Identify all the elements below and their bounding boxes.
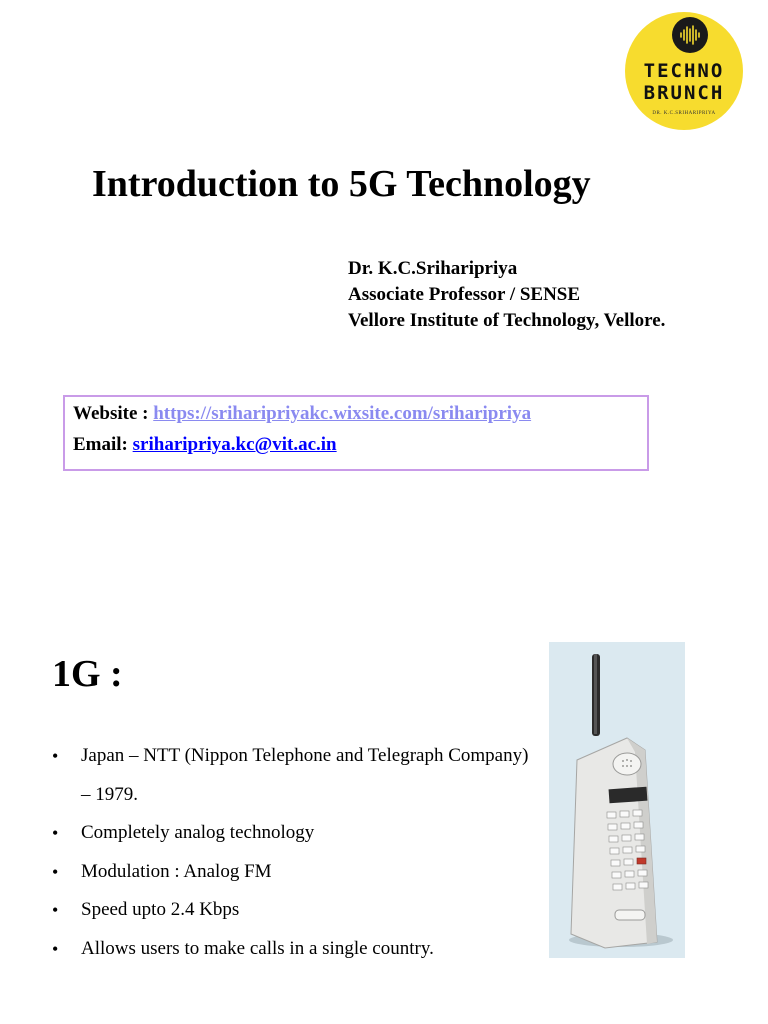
bullet-text: Japan – NTT (Nippon Telephone and Telegraph Company) – 1979. xyxy=(81,745,529,805)
slide-heading: 1G : xyxy=(52,653,123,695)
bullet-text: Speed upto 2.4 Kbps xyxy=(81,899,240,920)
bullet-text: Completely analog technology xyxy=(81,822,315,843)
bullet-dot: • xyxy=(52,861,59,882)
logo-word-brunch: BRUNCH xyxy=(643,82,725,104)
website-label: Website : xyxy=(73,403,154,424)
bullet-item xyxy=(52,853,532,892)
email-label: Email: xyxy=(73,434,133,455)
bullet-dot: • xyxy=(52,746,59,766)
contact-box xyxy=(63,395,649,471)
slide-title: Introduction to 5G Technology xyxy=(92,163,591,205)
mobile-phone-image xyxy=(549,642,685,958)
bullet-item xyxy=(52,814,532,853)
bullet-item xyxy=(52,737,532,814)
bullet-dot: • xyxy=(52,938,59,959)
bullet-item xyxy=(52,930,532,969)
1g-slide xyxy=(0,600,768,1024)
bullet-dot: • xyxy=(52,823,59,843)
author-institution: Vellore Institute of Technology, Vellore. xyxy=(348,310,666,331)
bullet-dot: • xyxy=(52,900,59,920)
author-position: Associate Professor / SENSE xyxy=(348,284,581,305)
logo-word-techno: TECHNO xyxy=(643,60,725,82)
author-block xyxy=(348,256,665,334)
brick-phone-icon xyxy=(549,642,685,958)
logo-subtitle: DR. K.C.SRIHARIPRIYA xyxy=(652,111,716,116)
bullet-list xyxy=(52,737,532,968)
soundwave-icon xyxy=(672,17,708,53)
bullet-text: Allows users to make calls in a single country. xyxy=(81,937,434,959)
email-link[interactable]: sriharipriya.kc@vit.ac.in xyxy=(132,434,337,455)
website-line xyxy=(73,403,531,425)
bullet-text: Modulation : Analog FM xyxy=(81,860,272,882)
bullet-item xyxy=(52,891,532,930)
author-name: Dr. K.C.Sriharipriya xyxy=(348,258,518,279)
email-line xyxy=(73,434,337,456)
website-link[interactable]: https://sriharipriyakc.wixsite.com/sriharipriya xyxy=(153,403,532,424)
techno-brunch-logo xyxy=(625,12,743,130)
